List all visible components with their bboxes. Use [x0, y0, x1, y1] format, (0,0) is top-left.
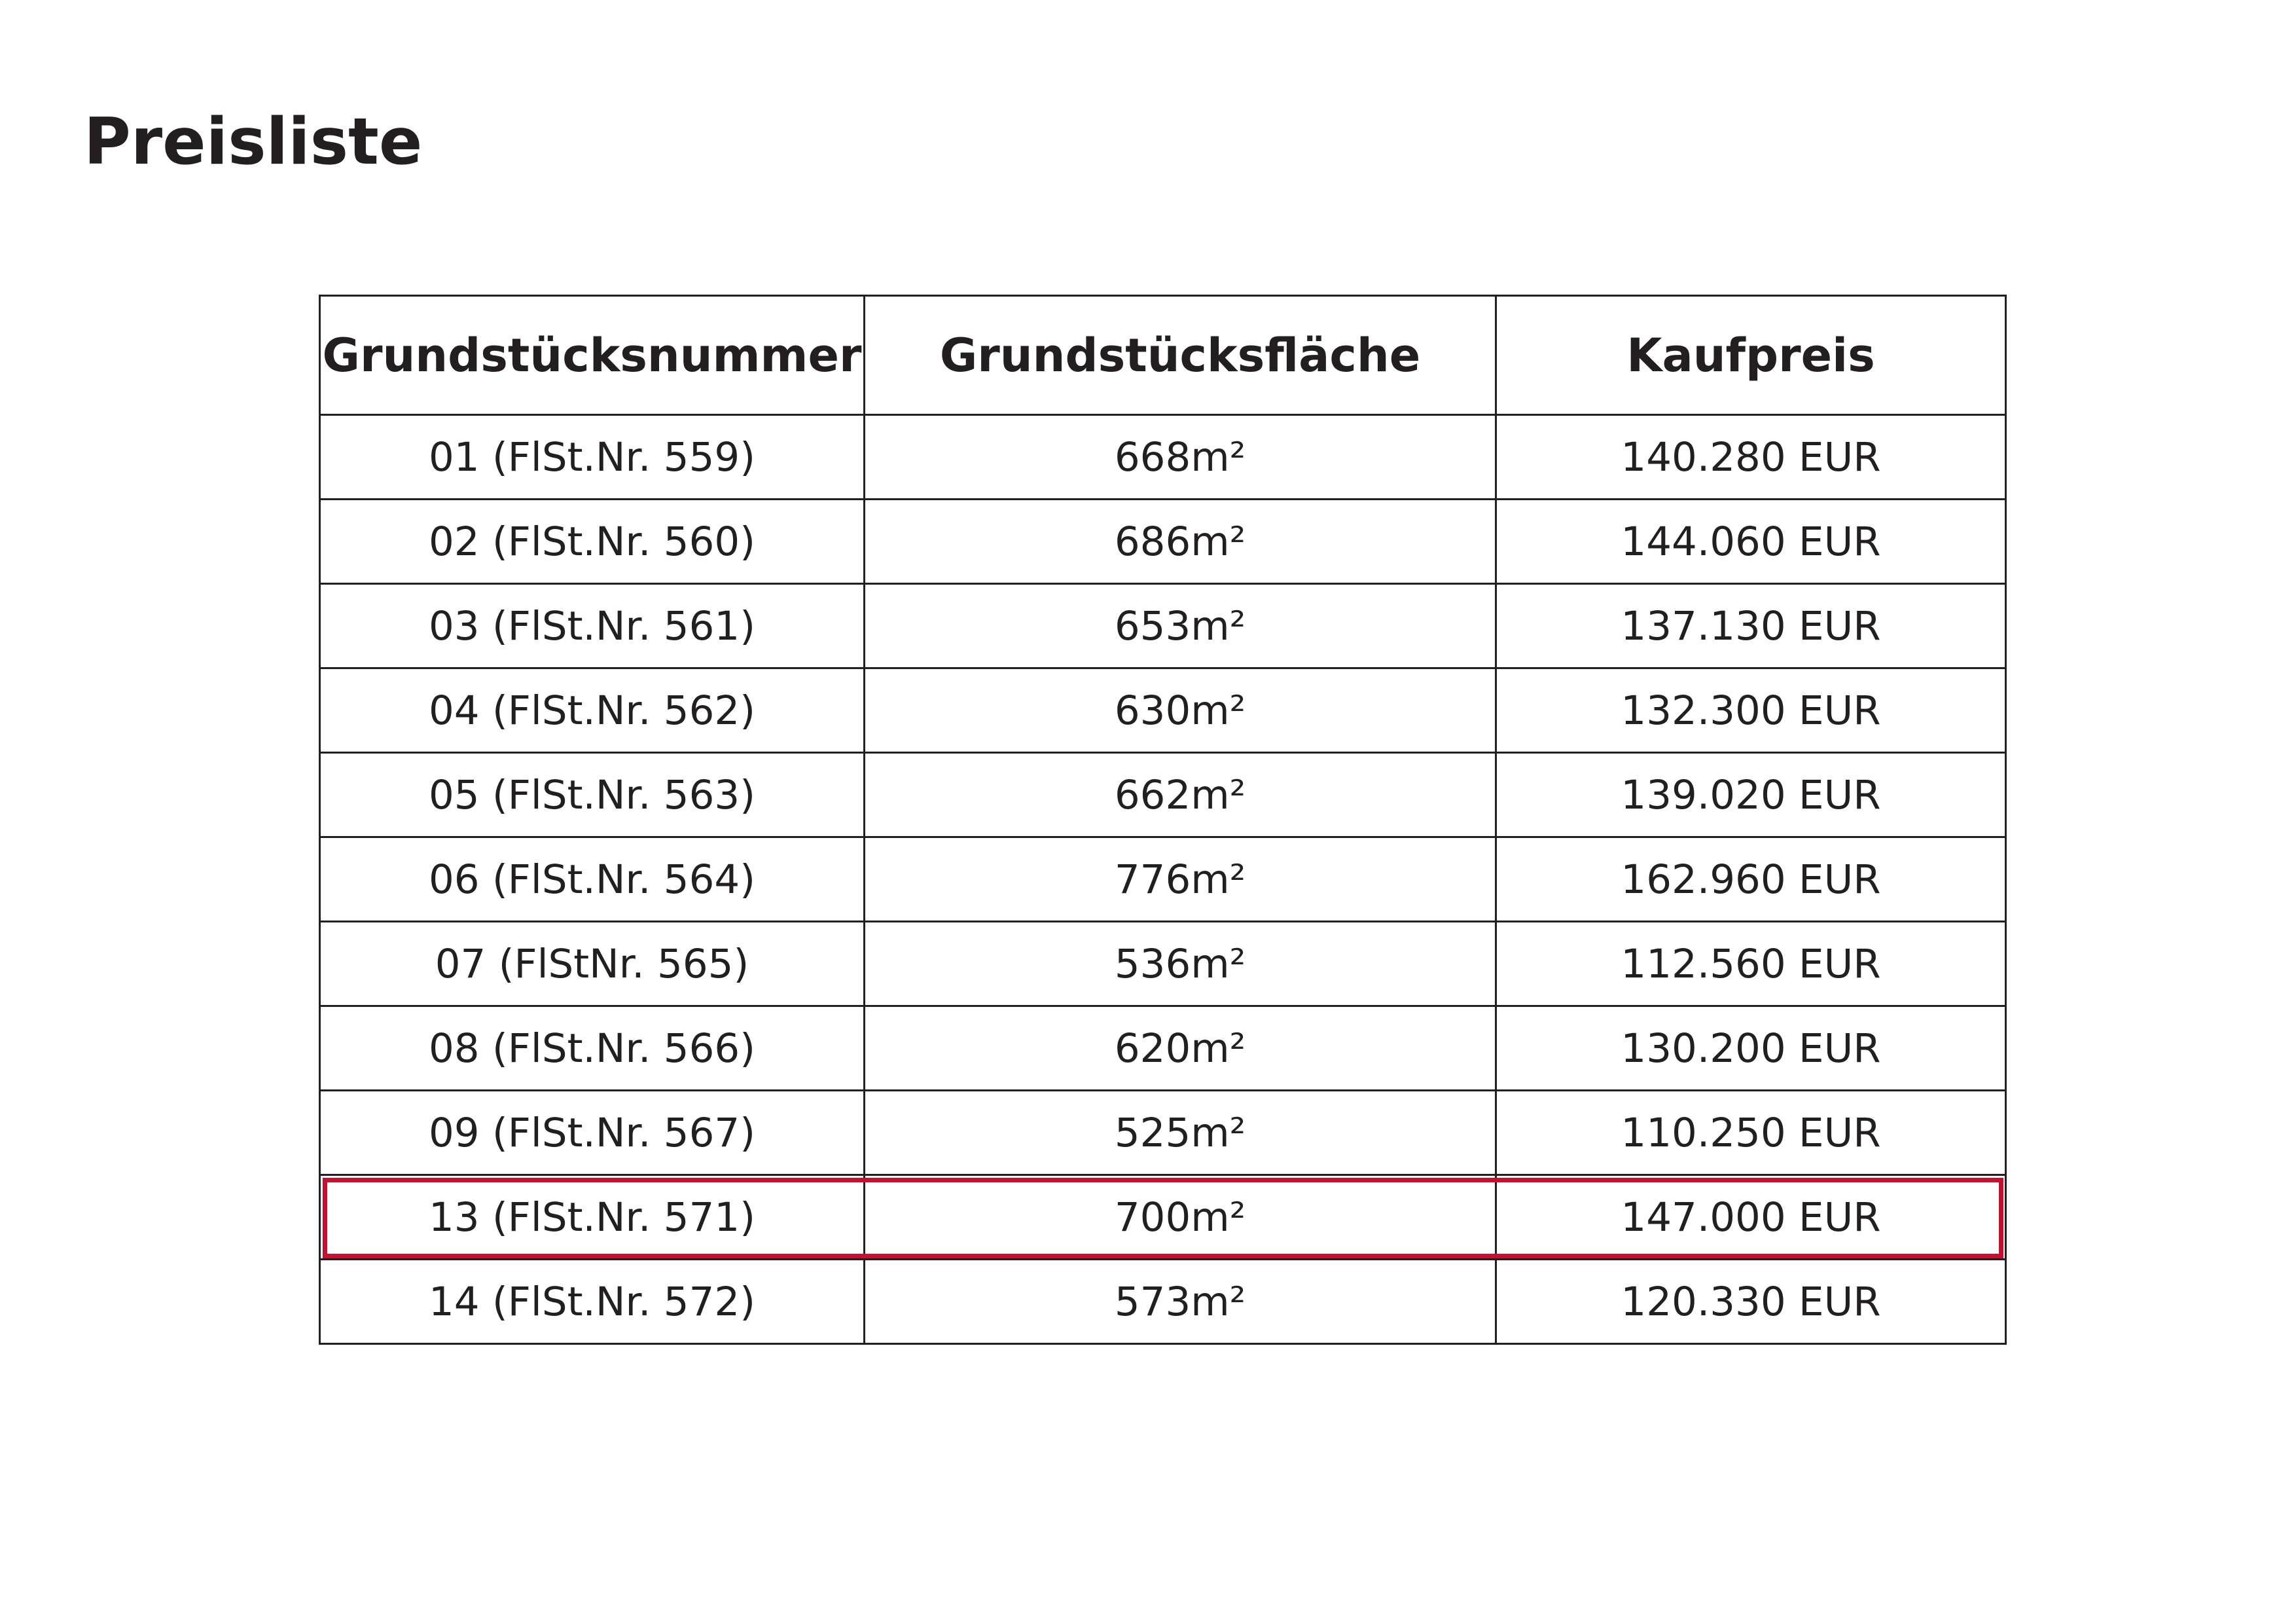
price-table: [319, 295, 2007, 1345]
cell-kaufpreis: 144.060 EUR: [1496, 500, 2006, 584]
cell-grundstuecksflaeche: 653m²: [865, 584, 1496, 668]
table-row: [320, 837, 2006, 922]
cell-grundstuecksflaeche: 536m²: [865, 922, 1496, 1006]
cell-kaufpreis: 147.000 EUR: [1496, 1175, 2006, 1260]
cell-kaufpreis: 110.250 EUR: [1496, 1091, 2006, 1175]
cell-kaufpreis: 140.280 EUR: [1496, 415, 2006, 500]
cell-grundstuecksflaeche: 620m²: [865, 1006, 1496, 1091]
table-row: [320, 922, 2006, 1006]
cell-grundstuecksnummer: 14 (FlSt.Nr. 572): [320, 1260, 865, 1344]
cell-grundstuecksnummer: 08 (FlSt.Nr. 566): [320, 1006, 865, 1091]
cell-grundstuecksflaeche: 573m²: [865, 1260, 1496, 1344]
cell-grundstuecksnummer: 07 (FlStNr. 565): [320, 922, 865, 1006]
cell-grundstuecksnummer: 05 (FlSt.Nr. 563): [320, 753, 865, 837]
cell-kaufpreis: 130.200 EUR: [1496, 1006, 2006, 1091]
table-row: [320, 668, 2006, 753]
table-row: [320, 753, 2006, 837]
table-header-row: [320, 296, 2006, 415]
cell-kaufpreis: 120.330 EUR: [1496, 1260, 2006, 1344]
page-title: Preisliste: [84, 105, 423, 179]
cell-kaufpreis: 112.560 EUR: [1496, 922, 2006, 1006]
cell-grundstuecksnummer: 09 (FlSt.Nr. 567): [320, 1091, 865, 1175]
cell-grundstuecksflaeche: 668m²: [865, 415, 1496, 500]
cell-grundstuecksnummer: 02 (FlSt.Nr. 560): [320, 500, 865, 584]
cell-kaufpreis: 139.020 EUR: [1496, 753, 2006, 837]
cell-grundstuecksflaeche: 662m²: [865, 753, 1496, 837]
header-grundstuecksnummer: Grundstücksnummer: [320, 296, 865, 415]
cell-grundstuecksflaeche: 630m²: [865, 668, 1496, 753]
cell-grundstuecksflaeche: 525m²: [865, 1091, 1496, 1175]
cell-kaufpreis: 137.130 EUR: [1496, 584, 2006, 668]
table-row: [320, 415, 2006, 500]
table-row-highlighted: [320, 1175, 2006, 1260]
cell-grundstuecksnummer: 03 (FlSt.Nr. 561): [320, 584, 865, 668]
cell-grundstuecksflaeche: 686m²: [865, 500, 1496, 584]
cell-kaufpreis: 132.300 EUR: [1496, 668, 2006, 753]
cell-grundstuecksnummer: 01 (FlSt.Nr. 559): [320, 415, 865, 500]
cell-grundstuecksnummer: 06 (FlSt.Nr. 564): [320, 837, 865, 922]
header-kaufpreis: Kaufpreis: [1496, 296, 2006, 415]
table-row: [320, 584, 2006, 668]
table-row: [320, 1006, 2006, 1091]
cell-grundstuecksnummer: 04 (FlSt.Nr. 562): [320, 668, 865, 753]
table-row: [320, 500, 2006, 584]
cell-grundstuecksflaeche: 776m²: [865, 837, 1496, 922]
table-row: [320, 1260, 2006, 1344]
cell-grundstuecksflaeche: 700m²: [865, 1175, 1496, 1260]
cell-kaufpreis: 162.960 EUR: [1496, 837, 2006, 922]
header-grundstuecksflaeche: Grundstücksfläche: [865, 296, 1496, 415]
table-row: [320, 1091, 2006, 1175]
cell-grundstuecksnummer: 13 (FlSt.Nr. 571): [320, 1175, 865, 1260]
